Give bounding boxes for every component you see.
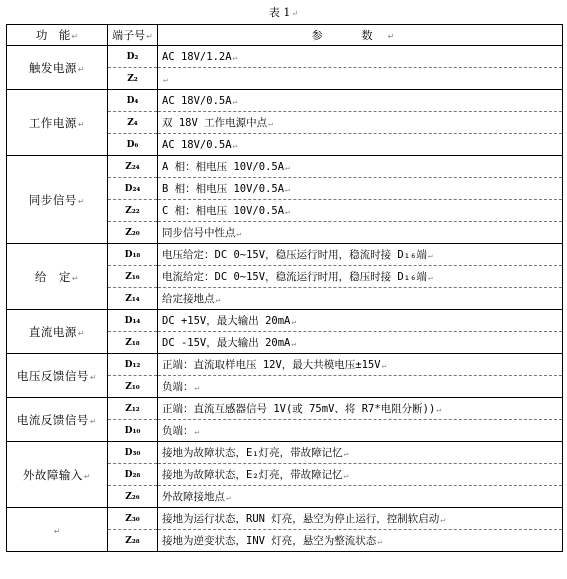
param-text: 正端：直流互感器信号 1V(或 75mV、将 R7*电阻分断)) xyxy=(162,403,436,415)
terminal-cell xyxy=(108,178,158,200)
param-cell xyxy=(158,464,563,486)
param-cell xyxy=(158,90,563,112)
param-cell xyxy=(158,222,563,244)
terminal-label: Z₂₆ xyxy=(125,491,140,502)
param-text: 负端： xyxy=(162,425,194,437)
header-terminal: 端子号↵ xyxy=(108,25,158,46)
terminal-cell xyxy=(108,420,158,442)
param-cell xyxy=(158,288,563,310)
terminal-cell xyxy=(108,288,158,310)
function-label: 给 定 xyxy=(34,269,71,284)
terminal-label: Z₂₈ xyxy=(125,535,140,546)
param-cell xyxy=(158,244,563,266)
param-cell xyxy=(158,442,563,464)
table-row xyxy=(7,46,563,68)
table-caption: 表 1↵ xyxy=(268,6,299,19)
param-cell xyxy=(158,508,563,530)
terminal-label: Z₁₀ xyxy=(125,381,140,392)
param-text: 接地为运行状态，RUN 灯亮，悬空为停止运行，控制软启动 xyxy=(162,513,440,525)
terminal-label: D₆ xyxy=(126,139,139,150)
terminal-cell xyxy=(108,398,158,420)
param-cell xyxy=(158,46,563,68)
paragraph-mark: ↵ xyxy=(226,493,231,502)
param-cell xyxy=(158,486,563,508)
param-text: 同步信号中性点 xyxy=(162,227,236,239)
paragraph-mark: ↵ xyxy=(89,372,98,382)
paragraph-mark: ↵ xyxy=(381,361,387,370)
param-text: 电流给定：DC 0~15V，稳流运行时用，稳压时接 D₁₆端 xyxy=(162,271,427,283)
paragraph-mark: ↵ xyxy=(89,416,98,426)
paragraph-mark: ↵ xyxy=(163,74,168,84)
paragraph-mark: ↵ xyxy=(194,427,200,436)
function-cell xyxy=(7,156,108,244)
param-cell xyxy=(158,310,563,332)
function-cell xyxy=(7,354,108,398)
param-cell xyxy=(158,266,563,288)
paragraph-mark: ↵ xyxy=(194,383,200,392)
paragraph-mark: ↵ xyxy=(83,471,92,481)
header-function: 功 能↵ xyxy=(7,25,108,46)
param-text: 双 18V 工作电源中点 xyxy=(162,117,268,129)
param-text: AC 18V/0.5A xyxy=(162,138,232,151)
param-text: A 相：相电压 10V/0.5A xyxy=(162,161,285,173)
terminal-cell xyxy=(108,244,158,266)
terminal-label: D₄ xyxy=(126,95,139,106)
param-cell xyxy=(158,156,563,178)
table-header-row xyxy=(7,25,563,46)
terminal-label: Z₃₀ xyxy=(125,513,140,524)
function-cell xyxy=(7,46,108,90)
param-cell xyxy=(158,134,563,156)
paragraph-mark: ↵ xyxy=(71,273,80,283)
terminal-label: D₂₄ xyxy=(124,183,141,194)
paragraph-mark: ↵ xyxy=(215,295,221,304)
terminal-cell xyxy=(108,266,158,288)
param-cell xyxy=(158,398,563,420)
table-body xyxy=(7,46,563,552)
paragraph-mark: ↵ xyxy=(427,251,433,260)
header-params: 参 数↵ xyxy=(158,25,563,46)
terminal-label: Z₁₂ xyxy=(125,403,140,414)
terminal-label: D₁₂ xyxy=(124,359,141,370)
terminal-cell xyxy=(108,354,158,376)
table-row xyxy=(7,90,563,112)
table-row xyxy=(7,244,563,266)
paragraph-mark: ↵ xyxy=(232,52,238,62)
paragraph-mark: ↵ xyxy=(436,405,442,414)
param-text: 外故障接地点 xyxy=(162,491,225,503)
terminal-cell xyxy=(108,222,158,244)
table-row xyxy=(7,310,563,332)
paragraph-mark: ↵ xyxy=(77,328,86,338)
param-cell xyxy=(158,68,563,90)
function-cell xyxy=(7,310,108,354)
param-cell xyxy=(158,420,563,442)
paragraph-mark: ↵ xyxy=(53,526,62,536)
paragraph-mark: ↵ xyxy=(232,140,238,150)
param-cell xyxy=(158,530,563,552)
function-label: 同步信号 xyxy=(28,192,77,207)
paragraph-mark: ↵ xyxy=(77,64,86,74)
param-text: 接地为逆变状态，INV 灯亮，悬空为整流状态 xyxy=(162,535,377,547)
param-text: AC 18V/0.5A xyxy=(162,94,232,107)
param-text: 正端：直流取样电压 12V，最大共模电压±15V xyxy=(162,359,381,371)
table-row xyxy=(7,398,563,420)
terminal-label: D₁₀ xyxy=(124,425,141,436)
terminal-cell xyxy=(108,376,158,398)
terminal-cell xyxy=(108,112,158,134)
param-text: 电压给定：DC 0~15V，稳压运行时用，稳流时接 D₁₆端 xyxy=(162,249,427,261)
terminal-cell xyxy=(108,332,158,354)
paragraph-mark: ↵ xyxy=(291,317,297,326)
parameter-table xyxy=(6,24,563,552)
terminal-label: Z₂₀ xyxy=(125,227,140,238)
terminal-label: Z₂₄ xyxy=(125,161,140,172)
terminal-cell xyxy=(108,156,158,178)
paragraph-mark: ↵ xyxy=(291,339,297,348)
function-label: 外故障输入 xyxy=(22,467,83,482)
table-row xyxy=(7,442,563,464)
terminal-cell xyxy=(108,68,158,90)
terminal-label: Z₄ xyxy=(127,117,138,128)
param-text: B 相：相电压 10V/0.5A xyxy=(162,183,285,195)
param-cell xyxy=(158,178,563,200)
terminal-label: Z₁₆ xyxy=(125,271,140,282)
terminal-cell xyxy=(108,530,158,552)
function-cell xyxy=(7,508,108,552)
param-text: 接地为故障状态，E₁灯亮，带故障记忆 xyxy=(162,447,343,459)
paragraph-mark: ↵ xyxy=(77,119,86,129)
paragraph-mark: ↵ xyxy=(236,229,242,238)
function-label: 触发电源 xyxy=(28,60,77,75)
function-cell xyxy=(7,398,108,442)
paragraph-mark: ↵ xyxy=(343,471,349,480)
function-label: 电流反馈信号 xyxy=(16,412,89,427)
param-text: 负端： xyxy=(162,381,194,393)
terminal-cell xyxy=(108,310,158,332)
terminal-cell xyxy=(108,464,158,486)
terminal-label: D₂₈ xyxy=(124,469,141,480)
param-cell xyxy=(158,200,563,222)
paragraph-mark: ↵ xyxy=(77,196,86,206)
paragraph-mark: ↵ xyxy=(232,96,238,106)
terminal-label: D₁₈ xyxy=(124,249,141,260)
table-row xyxy=(7,354,563,376)
terminal-label: Z₂₂ xyxy=(125,205,140,216)
paragraph-mark: ↵ xyxy=(440,515,446,524)
terminal-cell xyxy=(108,508,158,530)
paragraph-mark: ↵ xyxy=(343,449,349,458)
terminal-label: Z₂ xyxy=(127,73,138,84)
table-row xyxy=(7,508,563,530)
function-cell xyxy=(7,90,108,156)
terminal-label: Z₁₈ xyxy=(125,337,140,348)
paragraph-mark: ↵ xyxy=(268,119,273,128)
terminal-cell xyxy=(108,486,158,508)
table-row xyxy=(7,156,563,178)
paragraph-mark: ↵ xyxy=(285,185,290,194)
param-cell xyxy=(158,376,563,398)
param-cell xyxy=(158,332,563,354)
param-cell xyxy=(158,354,563,376)
function-cell xyxy=(7,244,108,310)
param-text: 接地为故障状态，E₂灯亮，带故障记忆 xyxy=(162,469,343,481)
terminal-cell xyxy=(108,90,158,112)
paragraph-mark: ↵ xyxy=(427,273,433,282)
function-label: 直流电源 xyxy=(28,324,77,339)
paragraph-mark: ↵ xyxy=(377,537,383,546)
param-text: 给定接地点 xyxy=(162,293,215,305)
param-text: DC +15V，最大输出 20mA xyxy=(162,315,291,327)
terminal-cell xyxy=(108,134,158,156)
param-text: DC -15V，最大输出 20mA xyxy=(162,337,291,349)
function-label: 工作电源 xyxy=(28,115,77,130)
terminal-label: D₂ xyxy=(126,51,139,62)
terminal-cell xyxy=(108,442,158,464)
function-cell xyxy=(7,442,108,508)
terminal-label: D₁₄ xyxy=(124,315,141,326)
param-cell xyxy=(158,112,563,134)
function-label: 电压反馈信号 xyxy=(16,368,89,383)
terminal-cell xyxy=(108,200,158,222)
paragraph-mark: ↵ xyxy=(285,163,290,172)
terminal-label: Z₁₄ xyxy=(125,293,140,304)
paragraph-mark: ↵ xyxy=(285,207,290,216)
terminal-cell xyxy=(108,46,158,68)
terminal-label: D₃₀ xyxy=(124,447,141,458)
param-text: C 相：相电压 10V/0.5A xyxy=(162,205,285,217)
param-text: AC 18V/1.2A xyxy=(162,50,232,63)
